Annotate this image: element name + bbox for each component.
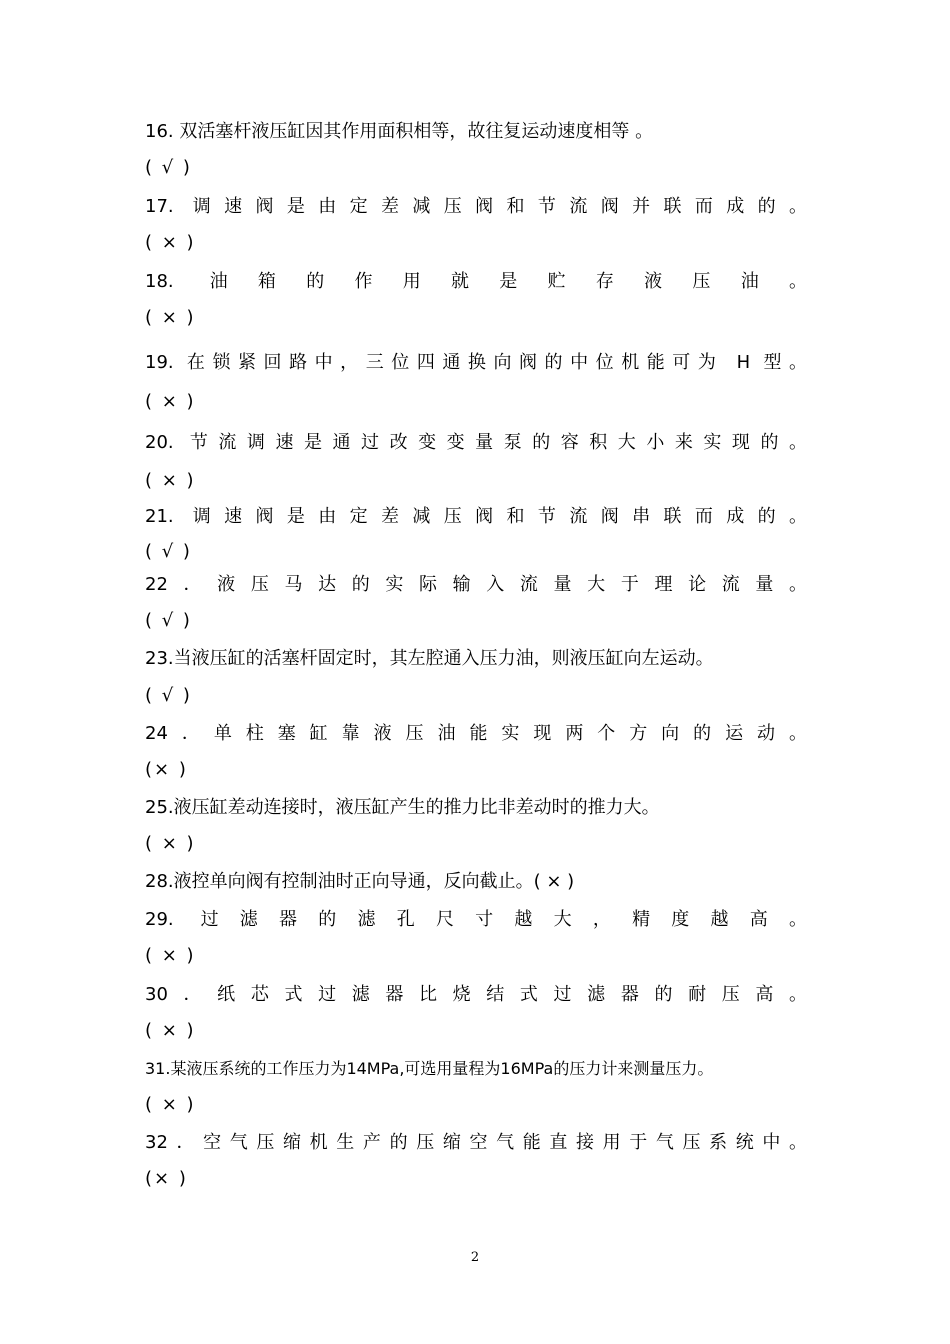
answer-21: ( √ ) [145, 541, 192, 562]
answer-23: ( √ ) [145, 685, 192, 706]
answer-30: ( × ) [145, 1020, 196, 1041]
question-32: 32．空气压缩机生产的压缩空气能直接用于气压系统中。 [145, 1132, 807, 1153]
question-31: 31.某液压系统的工作压力为14MPa,可选用量程为16MPa的压力计来测量压力。 [145, 1059, 714, 1078]
question-18: 18. 油箱的作用就是贮存液压油。 [145, 271, 807, 292]
question-28: 28.液控单向阀有控制油时正向导通，反向截止。( × ) [145, 871, 575, 892]
answer-19: ( × ) [145, 391, 196, 412]
answer-16: ( √ ) [145, 157, 192, 178]
question-19: 19. 在锁紧回路中，三位四通换向阀的中位机能可为 H 型。 [145, 352, 807, 373]
question-22: 22．液压马达的实际输入流量大于理论流量。 [145, 574, 807, 595]
answer-32: (× ) [145, 1168, 188, 1189]
answer-22: ( √ ) [145, 610, 192, 631]
answer-20: ( × ) [145, 470, 196, 491]
question-30: 30．纸芯式过滤器比烧结式过滤器的耐压高。 [145, 984, 807, 1005]
answer-25: ( × ) [145, 833, 196, 854]
answer-24: (× ) [145, 759, 188, 780]
question-20: 20. 节流调速是通过改变变量泵的容积大小来实现的。 [145, 432, 807, 453]
question-23: 23.当液压缸的活塞杆固定时，其左腔通入压力油，则液压缸向左运动。 [145, 648, 714, 669]
question-17: 17. 调速阀是由定差减压阀和节流阀并联而成的。 [145, 196, 807, 217]
answer-17: ( × ) [145, 232, 196, 253]
question-16: 16. 双活塞杆液压缸因其作用面积相等，故往复运动速度相等 。 [145, 121, 654, 142]
question-24: 24．单柱塞缸靠液压油能实现两个方向的运动。 [145, 723, 807, 744]
question-21: 21. 调速阀是由定差减压阀和节流阀串联而成的。 [145, 506, 807, 527]
question-25: 25.液压缸差动连接时，液压缸产生的推力比非差动时的推力大。 [145, 797, 660, 818]
answer-31: ( × ) [145, 1094, 196, 1115]
page-number: 2 [470, 1250, 480, 1265]
question-29: 29. 过滤器的滤孔尺寸越大，精度越高。 [145, 909, 807, 930]
answer-29: ( × ) [145, 945, 196, 966]
answer-18: ( × ) [145, 307, 196, 328]
